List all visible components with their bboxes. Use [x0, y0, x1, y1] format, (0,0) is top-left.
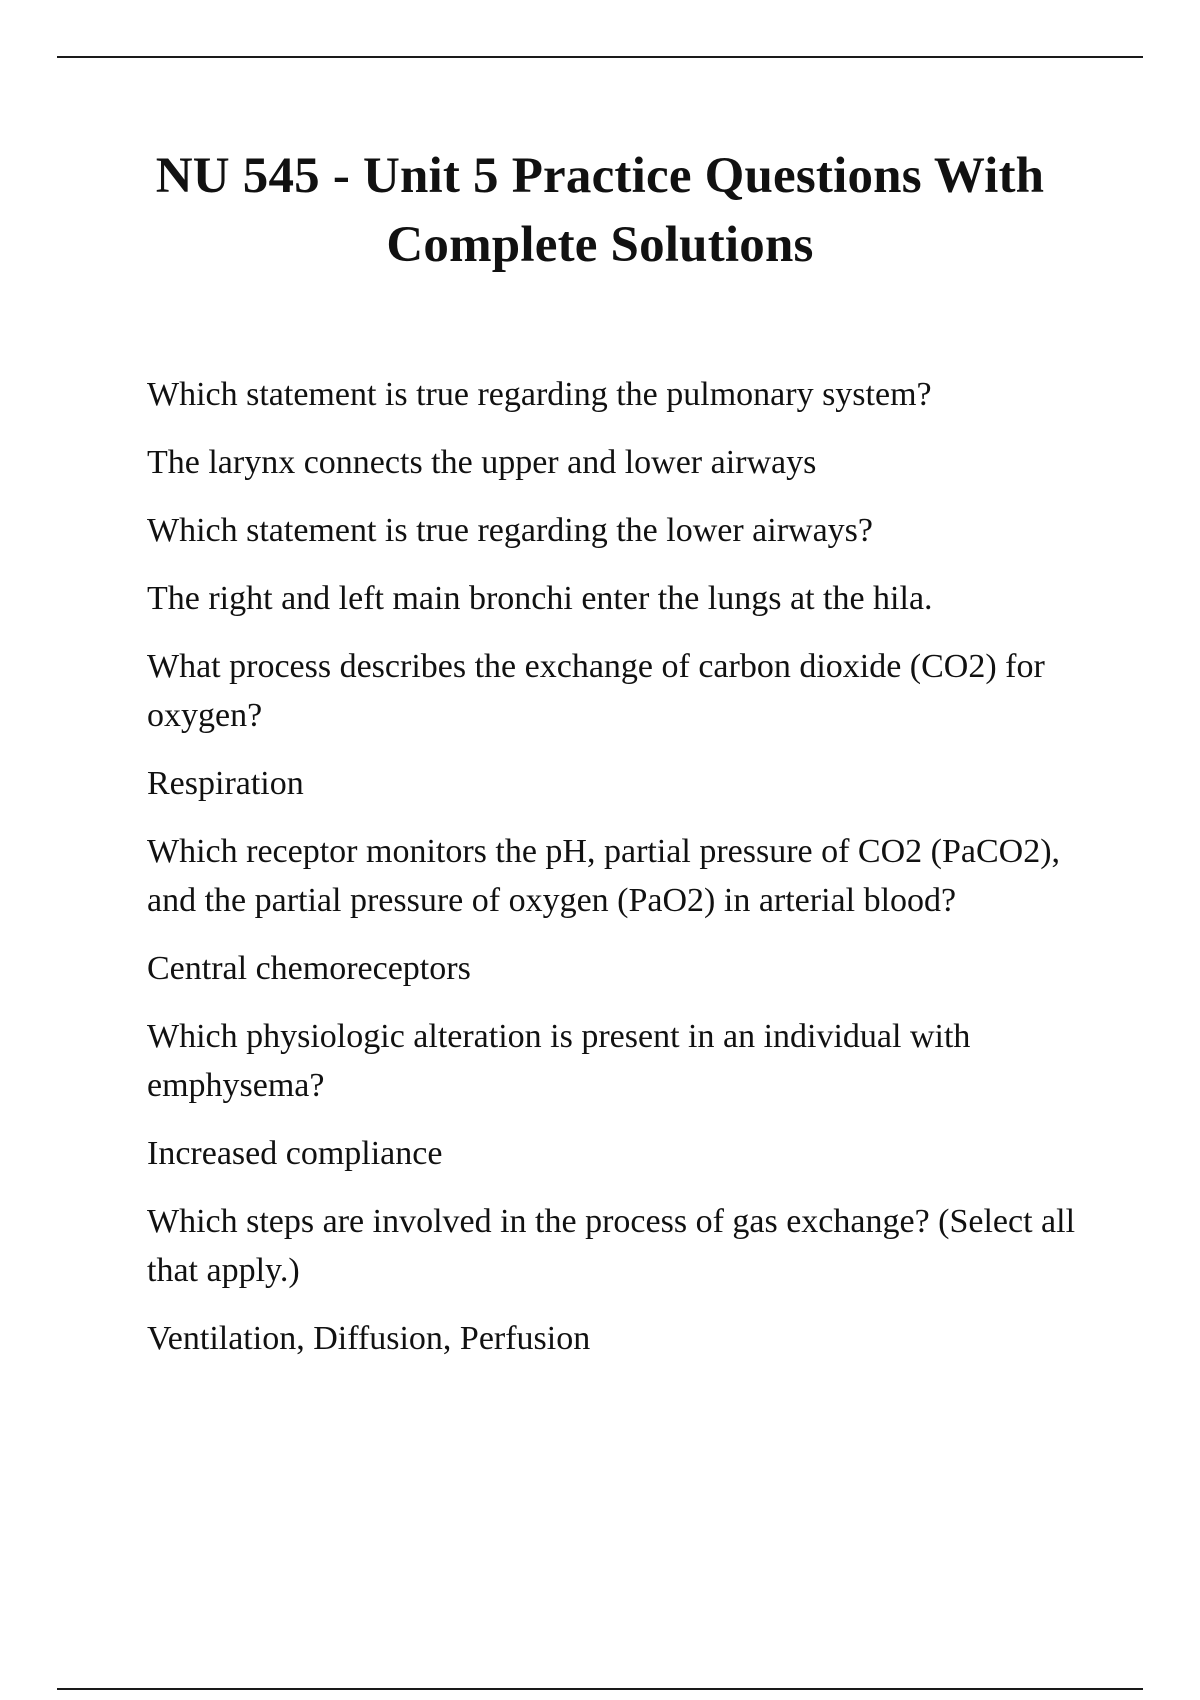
bottom-divider [57, 1688, 1143, 1690]
answer-3: Respiration [147, 765, 304, 802]
answer-6: Ventilation, Diffusion, Perfusion [147, 1320, 591, 1357]
answer-1: The larynx connects the upper and lower airways [147, 444, 817, 481]
qa-list [147, 370, 1077, 1382]
question-4: Which receptor monitors the pH, partial pressure of CO2 (PaCO2), and the partial pressure of oxygen (PaO2) in arterial blood? [147, 833, 1061, 919]
top-divider [57, 56, 1143, 58]
answer-2: The right and left main bronchi enter the lungs at the hila. [147, 580, 933, 617]
question-5: Which physiologic alteration is present in an individual with emphysema? [147, 1018, 971, 1104]
question-6: Which steps are involved in the process of gas exchange? (Select all that apply.) [147, 1203, 1076, 1289]
question-2: Which statement is true regarding the lower airways? [147, 512, 874, 549]
question-1: Which statement is true regarding the pulmonary system? [147, 376, 932, 413]
document-title: NU 545 - Unit 5 Practice Questions With Complete Solutions [155, 148, 1045, 273]
question-3: What process describes the exchange of carbon dioxide (CO2) for oxygen? [147, 648, 1045, 734]
answer-4: Central chemoreceptors [147, 950, 471, 987]
answer-5: Increased compliance [147, 1135, 443, 1172]
